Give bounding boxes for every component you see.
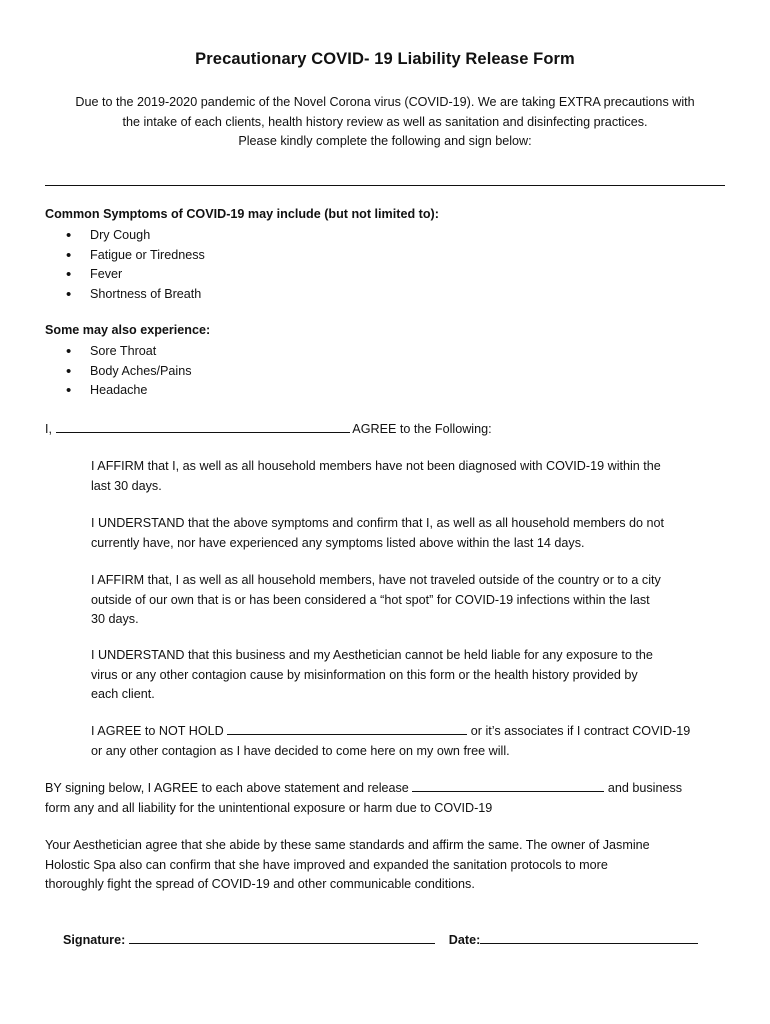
understand-symptoms <box>91 514 731 553</box>
statement-line: or any other contagion as I have decided to come here on my own free will. <box>91 743 510 758</box>
agree-suffix: AGREE to the Following: <box>349 422 492 436</box>
intro-line: Due to the 2019-2020 pandemic of the Novel Corona virus (COVID-19). We are taking EXTRA precautions with <box>75 95 695 109</box>
statement-line: last 30 days. <box>91 478 162 493</box>
by-signing-prefix: BY signing below, I AGREE to each above statement and release <box>45 781 413 795</box>
signature-row <box>63 930 698 947</box>
affirm-no-travel <box>91 571 731 630</box>
agree-prefix: I, <box>45 422 56 436</box>
statement-line: I UNDERSTAND that the above symptoms and confirm that I, as well as all household members do not <box>91 516 665 530</box>
understand-liability <box>91 646 731 705</box>
date-label: Date: <box>448 933 481 947</box>
statement-line: Holostic Spa also can confirm that she have improved and expanded the sanitation protocols to more <box>45 857 608 872</box>
statement-line: outside of our own that is or has been considered a “hot spot” for COVID-19 infections within the last <box>91 592 650 607</box>
statement-line: Your Aesthetician agree that she abide by these same standards and affirm the same. The owner of Jasmine <box>45 838 650 852</box>
statement-line: currently have, nor have experienced any symptoms listed above within the last 14 days. <box>91 535 585 550</box>
agree-not-hold <box>91 722 731 761</box>
not-hold-suffix: or it’s associates if I contract COVID-19 <box>467 724 691 738</box>
statement-line: thoroughly fight the spread of COVID-19 and other communicable conditions. <box>45 877 475 891</box>
intro-paragraph <box>40 93 730 152</box>
statement-line: I UNDERSTAND that this business and my Aesthetician cannot be held liable for any exposure to the <box>91 648 653 662</box>
aesthetician-paragraph <box>45 836 735 895</box>
statement-line <box>91 722 731 742</box>
divider-line <box>45 185 725 186</box>
list-item: • Fatigue or Tiredness <box>64 246 205 266</box>
agree-statement <box>45 420 492 436</box>
common-symptoms-list <box>64 226 205 304</box>
form-title: Precautionary COVID- 19 Liability Release Form <box>195 50 575 68</box>
statement-line: form any and all liability for the unintentional exposure or harm due to COVID-19 <box>45 800 493 815</box>
date-field[interactable] <box>480 930 698 944</box>
not-hold-prefix: I AGREE to NOT HOLD <box>91 724 228 738</box>
list-item: • Sore Throat <box>64 342 192 362</box>
statement-line: each client. <box>91 687 155 701</box>
business-name-field[interactable] <box>227 722 467 735</box>
also-experience-list <box>64 342 192 401</box>
by-signing-paragraph <box>45 779 735 818</box>
statement-line: I AFFIRM that, I as well as all household members, have not traveled outside of the country or to a city <box>91 573 661 587</box>
also-experience-heading: Some may also experience: <box>45 323 211 337</box>
statement-line: I AFFIRM that I, as well as all household members have not been diagnosed with COVID-19 within the <box>91 459 661 473</box>
list-item: • Fever <box>64 265 205 285</box>
by-signing-suffix: and business <box>604 781 683 795</box>
release-name-field[interactable] <box>412 779 604 792</box>
statement-line: 30 days. <box>91 612 139 626</box>
list-item: • Headache <box>64 381 192 401</box>
list-item: • Dry Cough <box>64 226 205 246</box>
statement-line <box>45 779 735 799</box>
list-item: • Body Aches/Pains <box>64 362 192 382</box>
signature-field[interactable] <box>129 930 435 944</box>
intro-line: Please kindly complete the following and sign below: <box>238 134 532 148</box>
signature-label: Signature: <box>63 933 129 947</box>
list-item: • Shortness of Breath <box>64 285 205 305</box>
client-name-field[interactable] <box>56 420 350 433</box>
affirm-not-diagnosed <box>91 457 731 496</box>
intro-line: the intake of each clients, health history review as well as sanitation and disinfecting practices. <box>122 114 648 129</box>
common-symptoms-heading: Common Symptoms of COVID-19 may include (but not limited to): <box>45 207 439 221</box>
statement-line: virus or any other contagion cause by misinformation on this form or the health history provided by <box>91 667 638 682</box>
